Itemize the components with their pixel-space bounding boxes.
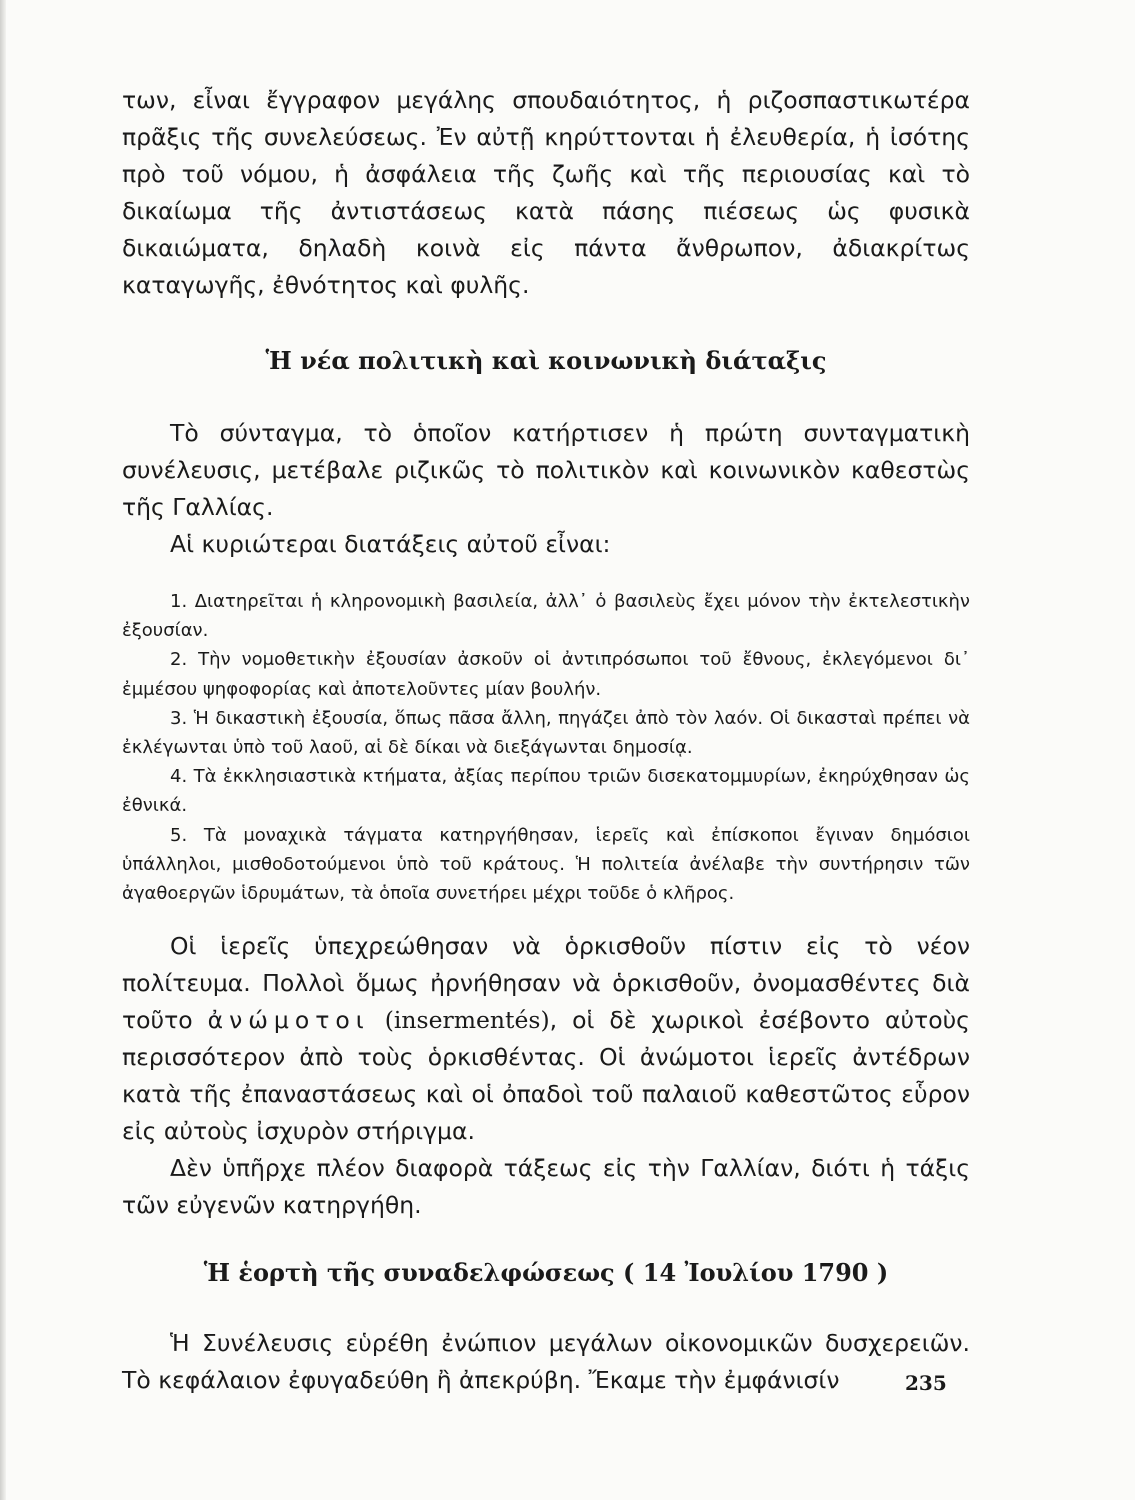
provisions-list <box>122 587 970 908</box>
book-page <box>122 82 970 1399</box>
finance-paragraph: Ἡ Συνέλευσις εὑρέθη ἐνώπιον μεγάλων οἰκονομικῶν δυσχερειῶν. Τὸ κεφάλαιον ἐφυγαδεύθη ἢ ἀπεκρύβη. Ἔκαμε τὴν ἐμφάνισίν <box>122 1329 970 1395</box>
priests-paragraph <box>122 928 970 1150</box>
classes-paragraph: Δὲν ὑπῆρχε πλέον διαφορὰ τάξεως εἰς τὴν Γαλλίαν, διότι ἡ τάξις τῶν εὐγενῶν κατηργήθη. <box>122 1154 970 1220</box>
list-item: 4. Τὰ ἐκκλησιαστικὰ κτήματα, ἀξίας περίπου τριῶν δισεκατομμυρίων, ἐκηρύχθησαν ὡς ἐθνικά. <box>122 766 970 817</box>
section-heading-new-order: Ἡ νέα πολιτικὴ καὶ κοινωνικὴ διάταξις <box>265 346 827 375</box>
priests-paragraph-start: Οἱ ἱερεῖς ὑπεχρεώθησαν νὰ ὁρκισθοῦν πίστιν εἰς τὸ νέον πολίτευμα. Πολλοὶ ὅμως ἠρνήθησαν νὰ ὁρκισθοῦν, ὀνομασθέντες διὰ τοῦτο <box>122 932 970 1035</box>
term-anomotoi: ἀνώμοτοι <box>207 1006 370 1035</box>
list-item: 1. Διατηρεῖται ἡ κληρονομικὴ βασιλεία, ἀλλ᾽ ὁ βασιλεὺς ἔχει μόνον τὴν ἐκτελεστικὴν ἐξουσίαν. <box>122 591 970 642</box>
list-item: 3. Ἡ δικαστικὴ ἐξουσία, ὅπως πᾶσα ἄλλη, πηγάζει ἀπὸ τὸν λαόν. Οἱ δικασταὶ πρέπει νὰ ἐκλέγωνται ὑπὸ τοῦ λαοῦ, αἱ δὲ δίκαι νὰ διεξάγωνται δημοσίᾳ. <box>122 707 970 759</box>
section-heading-fraternity-feast: Ἡ ἑορτὴ τῆς συναδελφώσεως ( 14 Ἰουλίου 1790 ) <box>203 1258 889 1288</box>
intro-paragraph: των, εἶναι ἔγγραφον μεγάλης σπουδαιότητος, ἡ ριζοσπαστικωτέρα πρᾶξις τῆς συνελεύσεως. Ἐν αὐτῇ κηρύττονται ἡ ἐλευθερία, ἡ ἰσότης πρὸ τοῦ νόμου, ἡ ἀσφάλεια τῆς ζωῆς καὶ τῆς περιουσίας καὶ τὸ δικαίωμα τῆς ἀντιστάσεως κατὰ πάσης πιέσεως ὡς φυσικὰ δικαιώματα, δηλαδὴ κοινὰ εἰς πάντα ἄνθρωπον, ἀδιακρίτως καταγωγῆς, ἐθνότητος καὶ φυλῆς. <box>122 86 970 299</box>
list-item: 5. Τὰ μοναχικὰ τάγματα κατηργήθησαν, ἱερεῖς καὶ ἐπίσκοποι ἔγιναν δημόσιοι ὑπάλληλοι, μισθοδοτούμενοι ὑπὸ τοῦ κράτους. Ἡ πολιτεία ἀνέλαβε τὴν συντήρησιν τῶν ἀγαθοεργῶν ἱδρυμάτων, τὰ ὁποῖα συνετήρει μέχρι τοῦδε ὁ κλῆρος. <box>122 824 970 905</box>
page-number: 235 <box>905 1371 947 1395</box>
priests-paragraph-end: , οἱ δὲ χωρικοὶ ἐσέβοντο αὐτοὺς περισσότερον ἀπὸ τοὺς ὁρκισθέντας. Οἱ ἀνώμοτοι ἱερεῖς ἀντέδρων κατὰ τῆς ἐπαναστάσεως καὶ οἱ ὀπαδοὶ τοῦ παλαιοῦ καθεστῶτος εὗρον εἰς αὐτοὺς ἰσχυρὸν στήριγμα. <box>122 1006 970 1146</box>
provisions-intro-paragraph: Αἱ κυριώτεραι διατάξεις αὐτοῦ εἶναι: <box>170 530 611 558</box>
list-item: 2. Τὴν νομοθετικὴν ἐξουσίαν ἀσκοῦν οἱ ἀντιπρόσωποι τοῦ ἔθνους, ἐκλεγόμενοι δι᾽ ἐμμέσου ψηφοφορίας καὶ ἀποτελοῦντες μίαν βουλήν. <box>122 649 970 700</box>
french-term: (insermentés) <box>384 1006 550 1035</box>
constitution-paragraph: Τὸ σύνταγμα, τὸ ὁποῖον κατήρτισεν ἡ πρώτη συνταγματικὴ συνέλευσις, μετέβαλε ριζικῶς τὸ πολιτικὸν καὶ κοινωνικὸν καθεστὼς τῆς Γαλλίας. <box>122 419 970 521</box>
page-left-edge-shadow <box>0 0 6 1500</box>
